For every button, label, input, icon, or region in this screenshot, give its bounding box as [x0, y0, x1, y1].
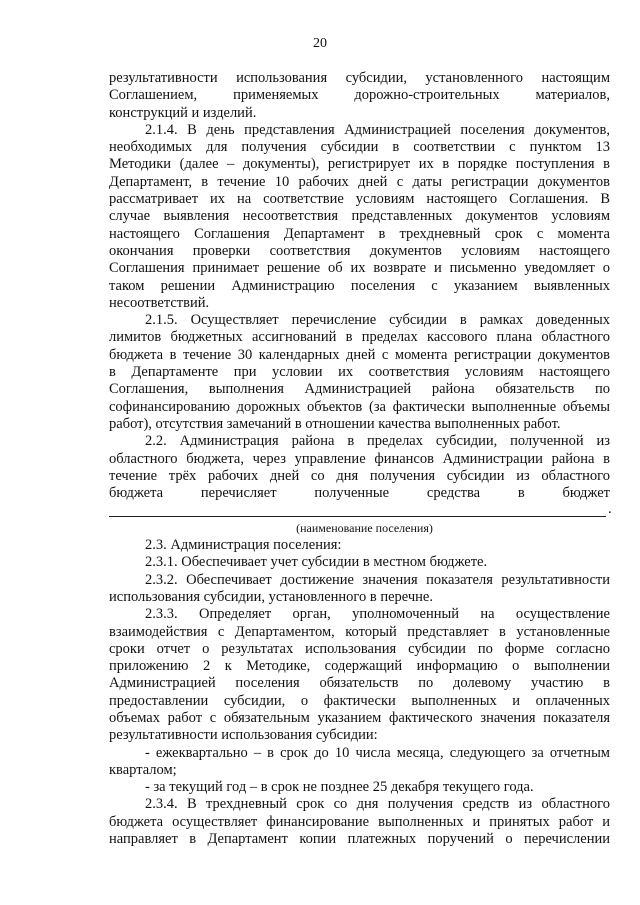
text-line: Соглашения принимает решение об их возврате и письменно уведомляет о: [109, 260, 610, 277]
document-body: [109, 70, 610, 848]
paragraph-2-1-5-start: 2.1.5. Осуществляет перечисление субсидии в рамках доведенных: [145, 312, 610, 329]
text-line: Соглашения, выполнения Администрацией района обязательств по: [109, 381, 610, 398]
paragraph-2-1-4-start: 2.1.4. В день представления Администрацией поселения документов,: [145, 121, 610, 138]
page-number: 20: [313, 36, 327, 51]
text-line: направляет в Департамент копии платежных поручений о перечислении: [109, 831, 610, 848]
text-line: работ), отсутствия замечаний в отношении качества выполненных работ.: [109, 415, 561, 432]
paragraph-2-3-1: 2.3.1. Обеспечивает учет субсидии в местном бюджете.: [145, 554, 488, 571]
text-line: областного бюджета, через управление финансов Администрации района в: [109, 450, 610, 467]
text-line: Методики (далее – документы), регистрирует их в порядке поступления в: [109, 156, 610, 173]
text-line: предоставлении субсидии, о фактически выполненных и оплаченных: [109, 692, 610, 709]
text-line: кварталом;: [109, 761, 177, 778]
underline-rule: [109, 516, 606, 517]
text-line: результативности использования субсидии:: [109, 727, 378, 744]
text-line: течение трёх рабочих дней со дня получения субсидии из областного: [109, 467, 610, 484]
list-item-yearly: - за текущий год – в срок не позднее 25 декабря текущего года.: [145, 779, 534, 796]
text-line: объемах работ с обязательным указанием фактического значения показателя: [109, 709, 610, 726]
text-line: бюджета перечисляет полученные средства в бюджет: [109, 485, 610, 502]
text-line: несоответствий.: [109, 294, 210, 311]
text-line: конструкций и изделий.: [109, 104, 257, 121]
text-line: рассматривает их на соответствие условиям настоящего Соглашения. В: [109, 191, 610, 208]
period-mark: .: [608, 501, 612, 518]
text-line: случае выявления несоответствия представленных документов условиям: [109, 208, 610, 225]
text-line: бюджета осуществляет финансирование выполненных и принятых работ и: [109, 813, 610, 830]
blank-field-line: [109, 502, 610, 519]
text-line: Администрацией поселения обязательств по долевому участию в: [109, 675, 610, 692]
text-line: окончания проверки соответствия документов условиям настоящего: [109, 242, 610, 259]
text-line: софинансированию дорожных объектов (за фактически выполненные объемы: [109, 398, 610, 415]
paragraph-2-2-start: 2.2. Администрация района в пределах субсидии, полученной из: [145, 433, 610, 450]
text-line: использования субсидии, установленного в перечне.: [109, 588, 433, 605]
paragraph-2-3-4-start: 2.3.4. В трехдневный срок со дня получения средств из областного: [145, 796, 610, 813]
field-caption: (наименование поселения): [296, 520, 433, 535]
text-line: лимитов бюджетных ассигнований в пределах кассового плана областного: [109, 329, 610, 346]
paragraph-2-3-3-start: 2.3.3. Определяет орган, уполномоченный на осуществление: [145, 606, 610, 623]
paragraph-2-3-2-start: 2.3.2. Обеспечивает достижение значения показателя результативности: [145, 571, 610, 588]
text-line: сроки отчет о результатах использования субсидии по форме согласно: [109, 640, 610, 657]
text-line: приложению 2 к Методике, содержащий информацию о выполнении: [109, 658, 610, 675]
text-line: Департамент, в течение 10 рабочих дней с даты регистрации документов: [109, 173, 610, 190]
text-line: необходимых для получения субсидии в соответствии с пунктом 13: [109, 139, 610, 156]
text-line: результативности использования субсидии, установленного настоящим: [109, 70, 610, 86]
text-line: таком решении Администрацию поселения с указанием выявленных: [109, 277, 610, 294]
list-item-quarterly: - ежеквартально – в срок до 10 числа месяца, следующего за отчетным: [145, 744, 610, 761]
text-line: в Департаменте при условии их соответствия условиям настоящего: [109, 364, 610, 381]
paragraph-2-3: 2.3. Администрация поселения:: [145, 537, 342, 554]
text-line: взаимодействия с Департаментом, который представляет в установленные: [109, 623, 610, 640]
text-line: настоящего Соглашения Департамент в трехдневный срок с момента: [109, 225, 610, 242]
text-line: Соглашением, применяемых дорожно-строительных материалов,: [109, 87, 610, 104]
text-line: бюджета в течение 30 календарных дней с момента регистрации документов: [109, 346, 610, 363]
